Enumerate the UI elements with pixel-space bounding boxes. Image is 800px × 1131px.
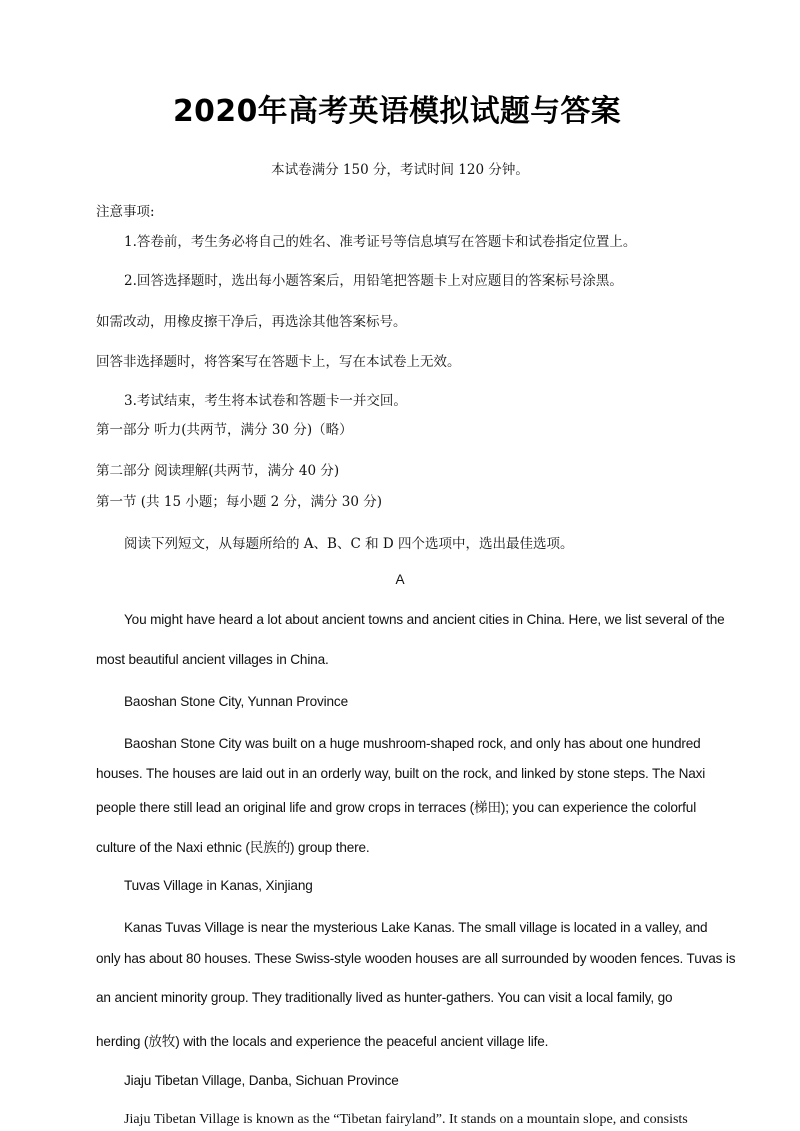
passage-line: Baoshan Stone City was built on a huge mushroom-shaped rock, and only has about one hundred <box>124 736 701 751</box>
notice-heading: 注意事项: <box>96 204 155 220</box>
notice-item: 回答非选择题时，将答案写在答题卡上，写在本试卷上无效。 <box>96 354 461 370</box>
passage-line: herding (放牧) with the locals and experience the peaceful ancient village life. <box>96 1034 549 1049</box>
page-title: 2020年高考英语模拟试题与答案 <box>172 94 622 129</box>
passage-line: Kanas Tuvas Village is near the mysterious Lake Kanas. The small village is located in a valley, and <box>124 920 708 935</box>
exam-subtitle: 本试卷满分 150 分，考试时间 120 分钟。 <box>271 162 529 178</box>
notice-item: 如需改动，用橡皮擦干净后，再选涂其他答案标号。 <box>96 314 407 330</box>
passage-line: an ancient minority group. They traditionally lived as hunter-gathers. You can visit a local family, go <box>96 990 673 1005</box>
passage-subheading: Jiaju Tibetan Village, Danba, Sichuan Province <box>124 1073 399 1088</box>
passage-line: You might have heard a lot about ancient towns and ancient cities in China. Here, we list several of the <box>124 612 725 627</box>
passage-line: people there still lead an original life and grow crops in terraces (梯田); you can experience the colorful <box>96 800 697 815</box>
passage-line: culture of the Naxi ethnic (民族的) group there. <box>96 840 370 855</box>
section-one-heading: 第一节 (共 15 小题；每小题 2 分，满分 30 分) <box>96 494 383 510</box>
passage-label: A <box>395 572 405 587</box>
passage-subheading: Tuvas Village in Kanas, Xinjiang <box>124 878 313 893</box>
part-two-heading: 第二部分 阅读理解(共两节，满分 40 分) <box>96 463 340 479</box>
notice-item: 1.答卷前，考生务必将自己的姓名、准考证号等信息填写在答题卡和试卷指定位置上。 <box>124 234 637 250</box>
part-one-heading: 第一部分 听力(共两节，满分 30 分)（略） <box>96 422 353 438</box>
passage-line: most beautiful ancient villages in China. <box>96 652 329 667</box>
reading-instruction: 阅读下列短文，从每题所给的 A、B、C 和 D 四个选项中，选出最佳选项。 <box>124 536 574 552</box>
passage-line: only has about 80 houses. These Swiss-style wooden houses are all surrounded by wooden fences. Tuvas is <box>96 951 736 966</box>
notice-item: 3.考试结束，考生将本试卷和答题卡一并交回。 <box>124 393 407 409</box>
passage-line: Jiaju Tibetan Village is known as the “Tibetan fairyland”. It stands on a mountain slope, and consists <box>124 1112 688 1127</box>
passage-line: houses. The houses are laid out in an orderly way, built on the rock, and linked by stone steps. The Naxi <box>96 766 706 781</box>
notice-item: 2.回答选择题时，选出每小题答案后，用铅笔把答题卡上对应题目的答案标号涂黑。 <box>124 273 623 289</box>
passage-subheading: Baoshan Stone City, Yunnan Province <box>124 694 348 709</box>
